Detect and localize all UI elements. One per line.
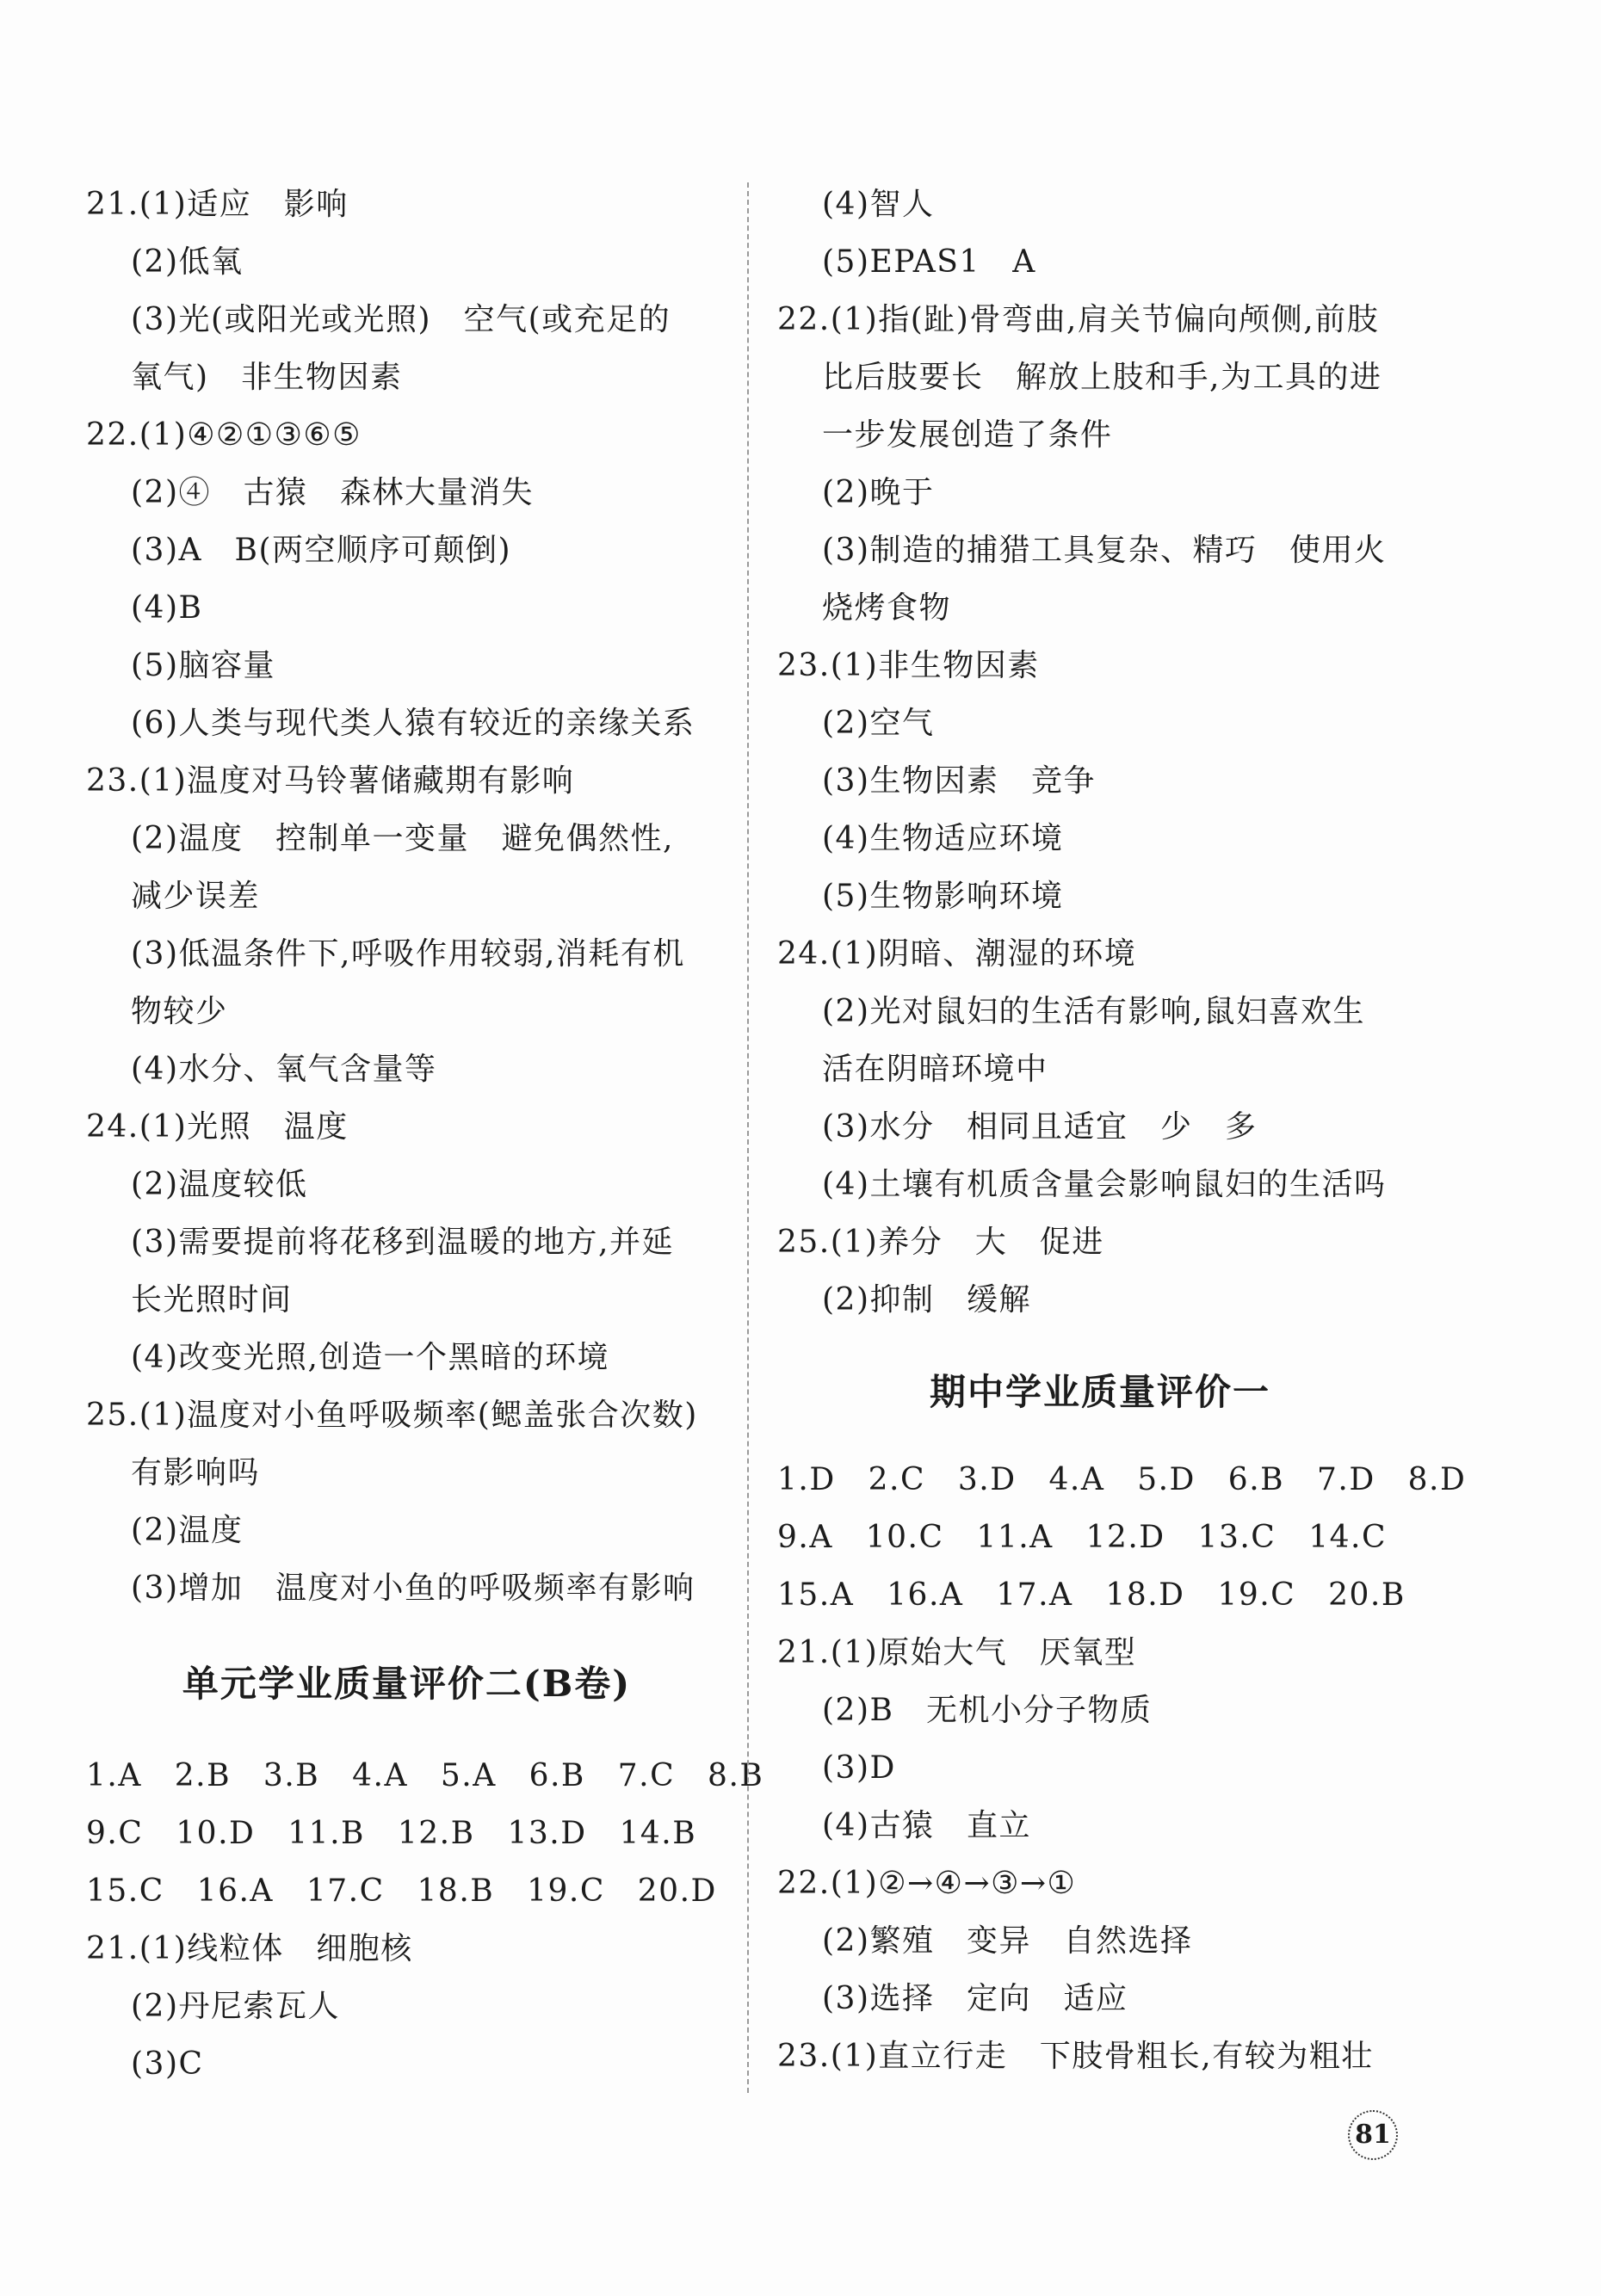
right-column <box>777 176 1467 2085</box>
sub-answer: (4)土壤有机质含量会影响鼠妇的生活吗 <box>822 1167 1387 1202</box>
sub-answer: (3)C <box>131 2046 204 2082</box>
question-answer: 24.(1)阴暗、潮湿的环境 <box>777 936 1137 972</box>
question-answer: 23.(1)温度对马铃薯储藏期有影响 <box>86 763 575 799</box>
sub-answer: (2)④ 古猿 森林大量消失 <box>131 475 534 510</box>
sub-answer: (4)生物适应环境 <box>822 821 1064 856</box>
question-answer: 24.(1)光照 温度 <box>86 1109 349 1145</box>
sub-answer: 有影响吗 <box>131 1455 261 1491</box>
sub-answer: 长光照时间 <box>131 1282 293 1318</box>
section-heading: 期中学业质量评价一 <box>929 1371 1270 1413</box>
question-answer: 22.(1)④②①③⑥⑤ <box>86 417 362 453</box>
sub-answer: (3)低温条件下,呼吸作用较弱,消耗有机 <box>131 936 685 972</box>
sub-answer: 活在阴暗环境中 <box>822 1052 1048 1087</box>
question-answer: 23.(1)非生物因素 <box>777 648 1040 683</box>
answer-row: 9.A 10.C 11.A 12.D 13.C 14.C <box>777 1520 1388 1555</box>
sub-answer: (4)古猿 直立 <box>822 1808 1031 1843</box>
section-heading: 单元学业质量评价二(B卷) <box>182 1663 632 1705</box>
answer-row: 9.C 10.D 11.B 12.B 13.D 14.B <box>86 1816 697 1851</box>
answer-row: 15.A 16.A 17.A 18.D 19.C 20.B <box>777 1577 1406 1613</box>
question-answer: 25.(1)养分 大 促进 <box>777 1225 1104 1260</box>
sub-answer: (3)增加 温度对小鱼的呼吸频率有影响 <box>131 1571 695 1606</box>
sub-answer: (2)繁殖 变异 自然选择 <box>822 1923 1193 1959</box>
sub-answer: (3)D <box>822 1750 896 1786</box>
sub-answer: (3)光(或阳光或光照) 空气(或充足的 <box>131 302 671 337</box>
answer-row: 1.A 2.B 3.B 4.A 5.A 6.B 7.C 8.B <box>86 1758 764 1793</box>
sub-answer: 比后肢要长 解放上肢和手,为工具的进 <box>822 360 1382 395</box>
question-answer: 21.(1)线粒体 细胞核 <box>86 1931 413 1966</box>
sub-answer: (2)温度 控制单一变量 避免偶然性, <box>131 821 674 856</box>
sub-answer: (3)制造的捕猎工具复杂、精巧 使用火 <box>822 533 1387 568</box>
sub-answer: (2)光对鼠妇的生活有影响,鼠妇喜欢生 <box>822 994 1365 1029</box>
sub-answer: (3)A B(两空顺序可颠倒) <box>131 533 512 568</box>
sub-answer: (3)生物因素 竞争 <box>822 763 1096 799</box>
column-divider <box>747 182 749 2093</box>
question-answer: 22.(1)②→④→③→① <box>777 1866 1077 1901</box>
sub-answer: 烧烤食物 <box>822 590 952 626</box>
question-answer: 21.(1)适应 影响 <box>86 187 349 222</box>
sub-answer: (2)丹尼索瓦人 <box>131 1989 340 2024</box>
sub-answer: (2)温度 <box>131 1513 244 1548</box>
question-answer: 23.(1)直立行走 下肢骨粗长,有较为粗壮 <box>777 2039 1374 2074</box>
left-column <box>86 176 764 2093</box>
question-answer: 21.(1)原始大气 厌氧型 <box>777 1635 1137 1670</box>
sub-answer: (2)空气 <box>822 706 935 741</box>
sub-answer: (5)脑容量 <box>131 648 275 683</box>
sub-answer: (2)抑制 缓解 <box>822 1282 1031 1318</box>
sub-answer: (4)B <box>131 590 203 626</box>
sub-answer: (2)低氧 <box>131 244 244 280</box>
sub-answer: (2)晚于 <box>822 475 935 510</box>
sub-answer: (5)EPAS1 A <box>822 244 1036 280</box>
sub-answer: (4)智人 <box>822 187 935 222</box>
sub-answer: (6)人类与现代类人猿有较近的亲缘关系 <box>131 706 695 741</box>
page-number: 81 <box>1348 2110 1398 2160</box>
sub-answer: (2)温度较低 <box>131 1167 308 1202</box>
sub-answer: 减少误差 <box>131 879 261 914</box>
question-answer: 25.(1)温度对小鱼呼吸频率(鳃盖张合次数) <box>86 1398 698 1433</box>
sub-answer: (3)水分 相同且适宜 少 多 <box>822 1109 1258 1145</box>
sub-answer: 一步发展创造了条件 <box>822 417 1113 453</box>
sub-answer: (5)生物影响环境 <box>822 879 1064 914</box>
sub-answer: (2)B 无机小分子物质 <box>822 1693 1153 1728</box>
sub-answer: 物较少 <box>131 994 228 1029</box>
sub-answer: (4)水分、氧气含量等 <box>131 1052 437 1087</box>
answer-row: 15.C 16.A 17.C 18.B 19.C 20.D <box>86 1873 717 1909</box>
sub-answer: (3)选择 定向 适应 <box>822 1981 1128 2016</box>
question-answer: 22.(1)指(趾)骨弯曲,肩关节偏向颅侧,前肢 <box>777 302 1380 337</box>
sub-answer: (4)改变光照,创造一个黑暗的环境 <box>131 1340 609 1375</box>
sub-answer: 氧气) 非生物因素 <box>131 360 403 395</box>
answer-row: 1.D 2.C 3.D 4.A 5.D 6.B 7.D 8.D <box>777 1462 1467 1497</box>
sub-answer: (3)需要提前将花移到温暖的地方,并延 <box>131 1225 674 1260</box>
